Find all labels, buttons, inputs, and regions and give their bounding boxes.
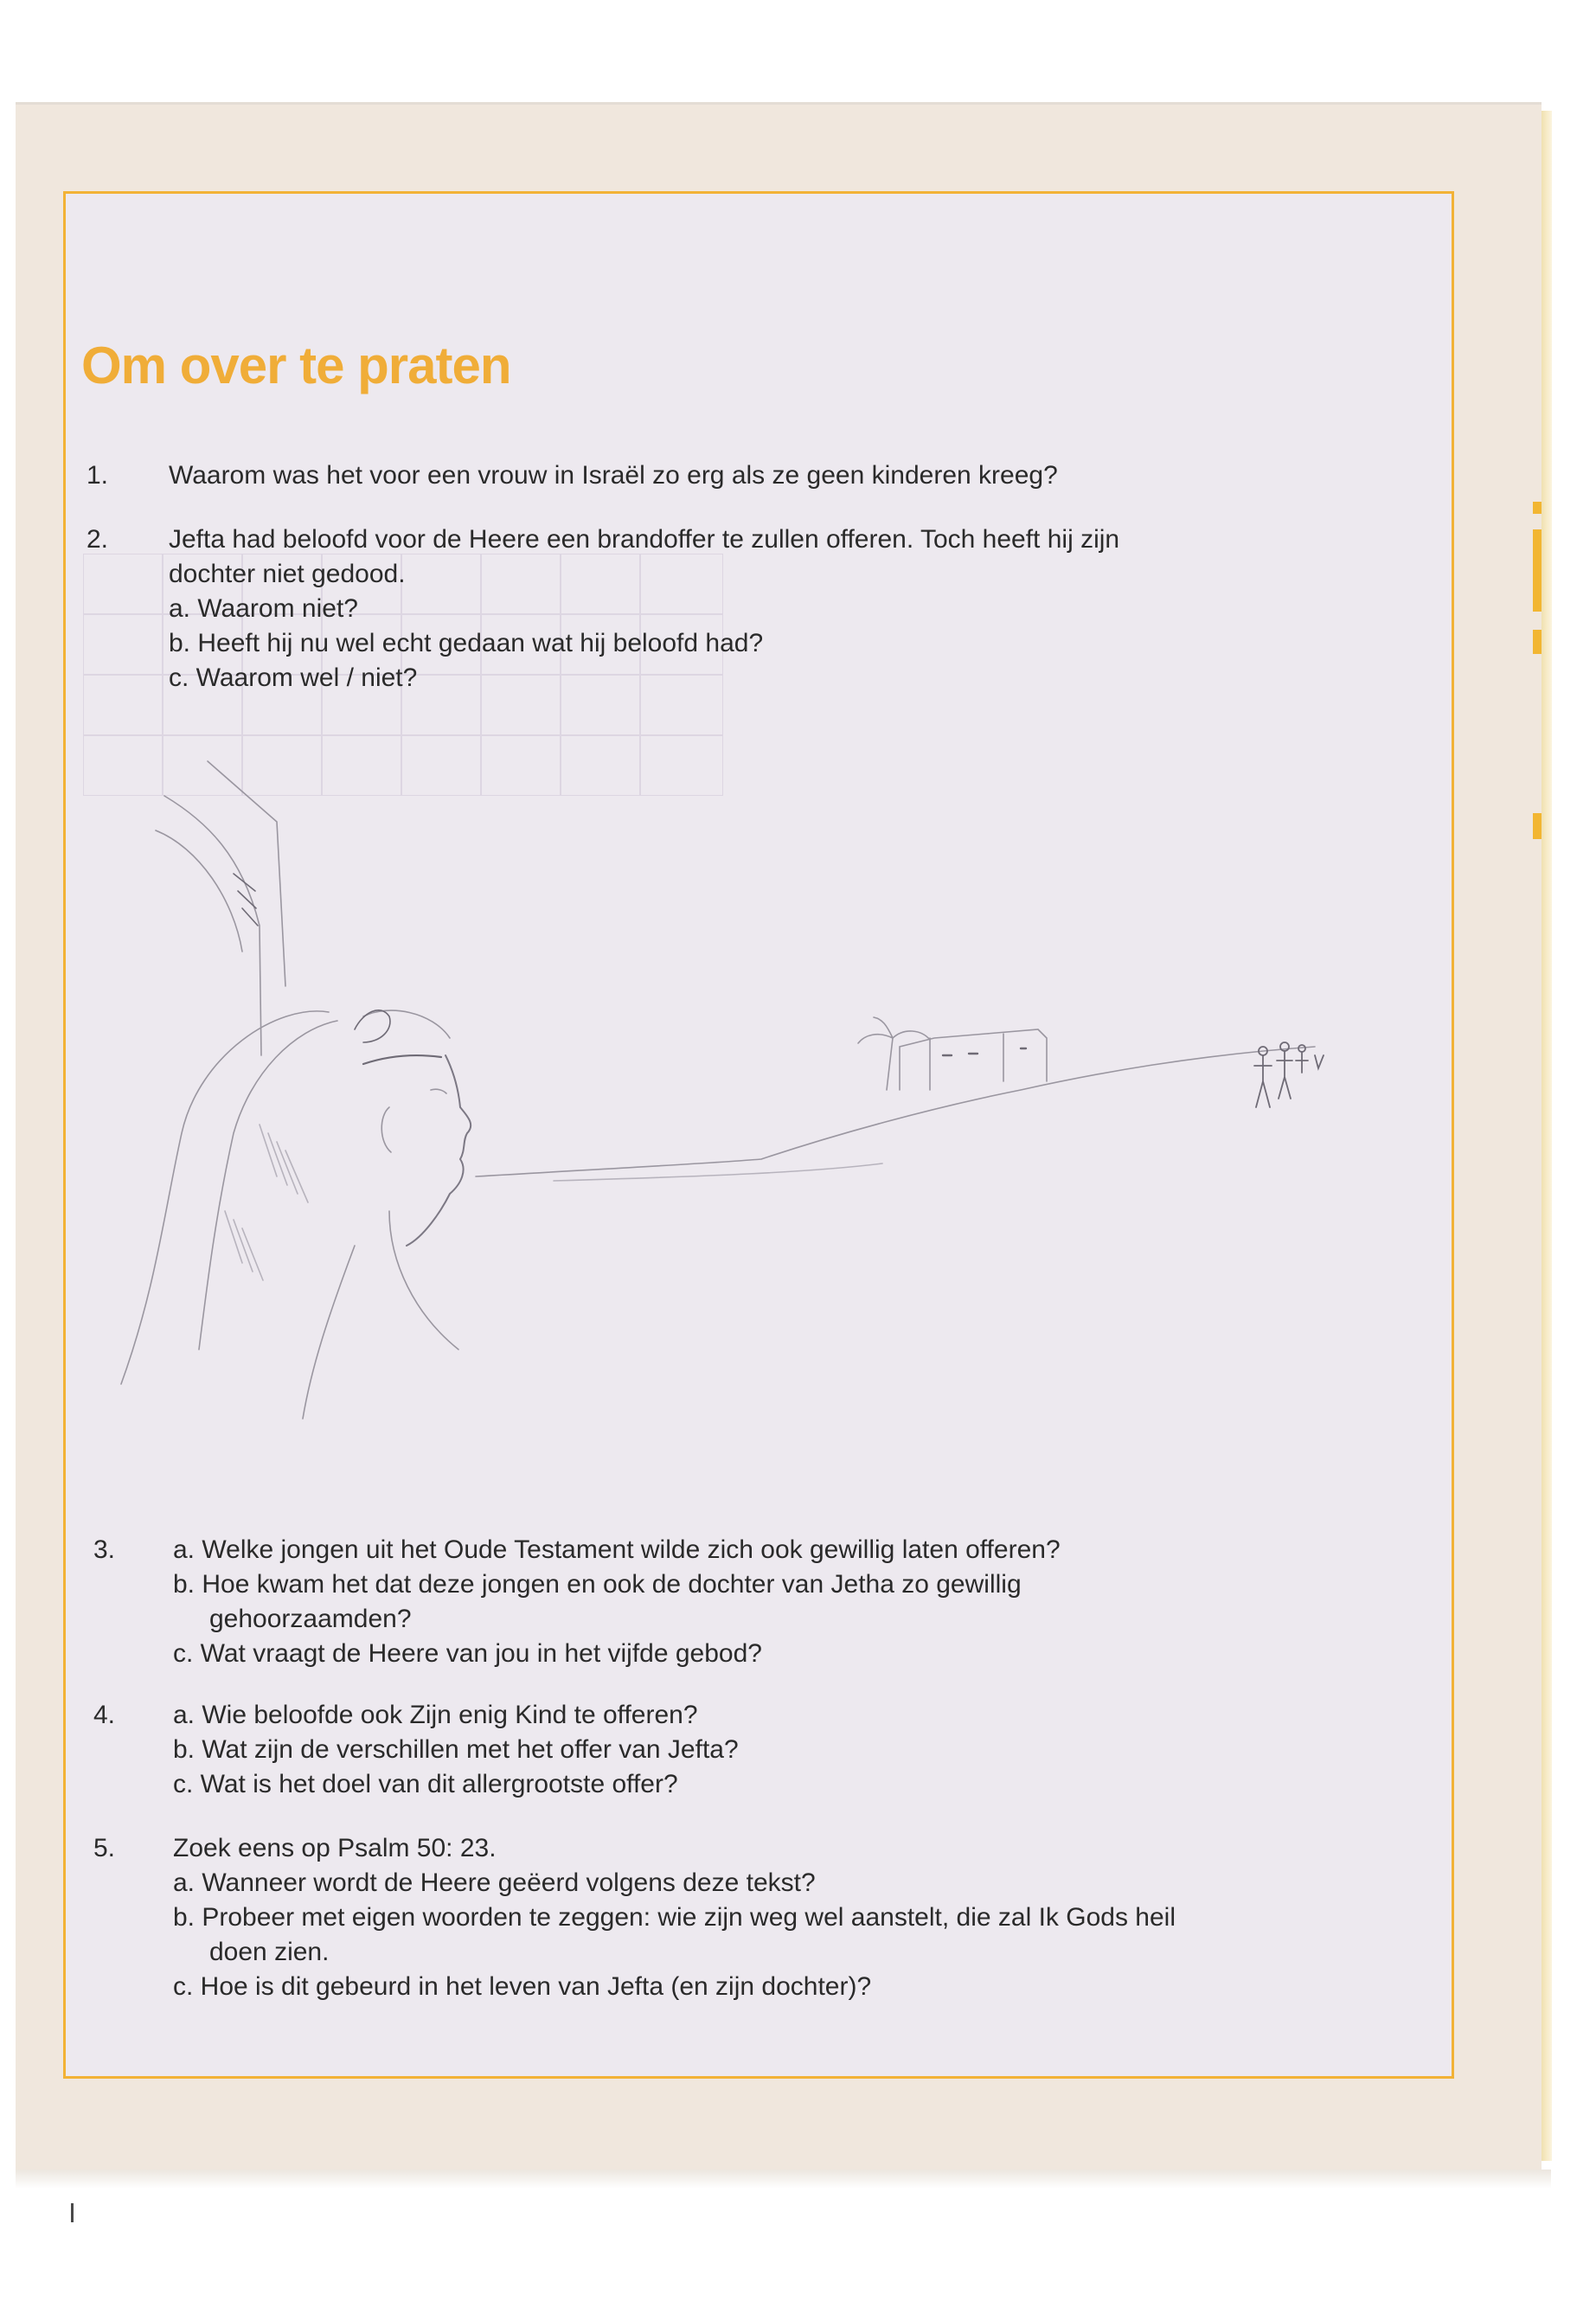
question-number: 4.: [93, 1701, 116, 1729]
sub-question: [173, 1602, 1061, 1637]
sub-question: c. Waarom wel / niet?: [169, 663, 418, 692]
question-number: 3.: [93, 1535, 116, 1564]
sub-question: b. Hoe kwam het dat deze jongen en ook de dochter van Jetha zo gewillig: [173, 1570, 1022, 1599]
sub-question: c. Wat is het doel van dit allergrootste offer?: [173, 1770, 678, 1798]
sub-question: c. Wat vraagt de Heere van jou in het vijfde gebod?: [173, 1639, 762, 1668]
scan-speck: [71, 2203, 74, 2222]
sub-question: a. Wie beloofde ook Zijn enig Kind te offeren?: [173, 1701, 698, 1729]
sub-question: b. Probeer met eigen woorden te zeggen: wie zijn weg wel aanstelt, die zal Ik Gods heil: [173, 1903, 1176, 1932]
edge-tab: [1533, 630, 1542, 654]
sub-question: c. Hoe is dit gebeurd in het leven van Jefta (en zijn dochter)?: [173, 1972, 872, 2001]
question-3: [87, 1533, 1061, 1671]
question-number: 5.: [93, 1834, 116, 1862]
sub-question: a. Wanneer wordt de Heere geëerd volgens deze tekst?: [173, 1868, 816, 1897]
question-number: 2.: [87, 525, 109, 554]
question-number: 1.: [87, 461, 109, 490]
edge-tab: [1533, 813, 1542, 839]
page-edge: [1542, 111, 1552, 2161]
sub-question-wrap: gehoorzaamden?: [209, 1605, 412, 1633]
sub-question: [173, 1935, 1176, 1970]
question-text: Jefta had beloofd voor de Heere een brandoffer te zullen offeren. Toch heeft hij zijn: [169, 525, 1120, 554]
page-shadow: [16, 2170, 1551, 2189]
sub-question-wrap: doen zien.: [209, 1938, 330, 1966]
sub-question: a. Waarom niet?: [169, 594, 358, 623]
question-2: [87, 522, 1119, 695]
edge-tab: [1533, 502, 1542, 514]
question-text: Zoek eens op Psalm 50: 23.: [173, 1834, 497, 1862]
page-title: Om over te praten: [81, 336, 511, 394]
question-4: [87, 1698, 739, 1802]
question-text: dochter niet gedood.: [169, 560, 406, 588]
sub-question: a. Welke jongen uit het Oude Testament wilde zich ook gewillig laten offeren?: [173, 1535, 1061, 1564]
question-text: Waarom was het voor een vrouw in Israël zo erg als ze geen kinderen kreeg?: [169, 461, 1058, 490]
question-1: [87, 458, 1058, 493]
sketch-illustration: [104, 727, 1358, 1505]
question-5: [87, 1831, 1176, 2004]
edge-tab: [1533, 529, 1542, 612]
sub-question: b. Wat zijn de verschillen met het offer van Jefta?: [173, 1735, 739, 1764]
sub-question: b. Heeft hij nu wel echt gedaan wat hij beloofd had?: [169, 629, 764, 657]
